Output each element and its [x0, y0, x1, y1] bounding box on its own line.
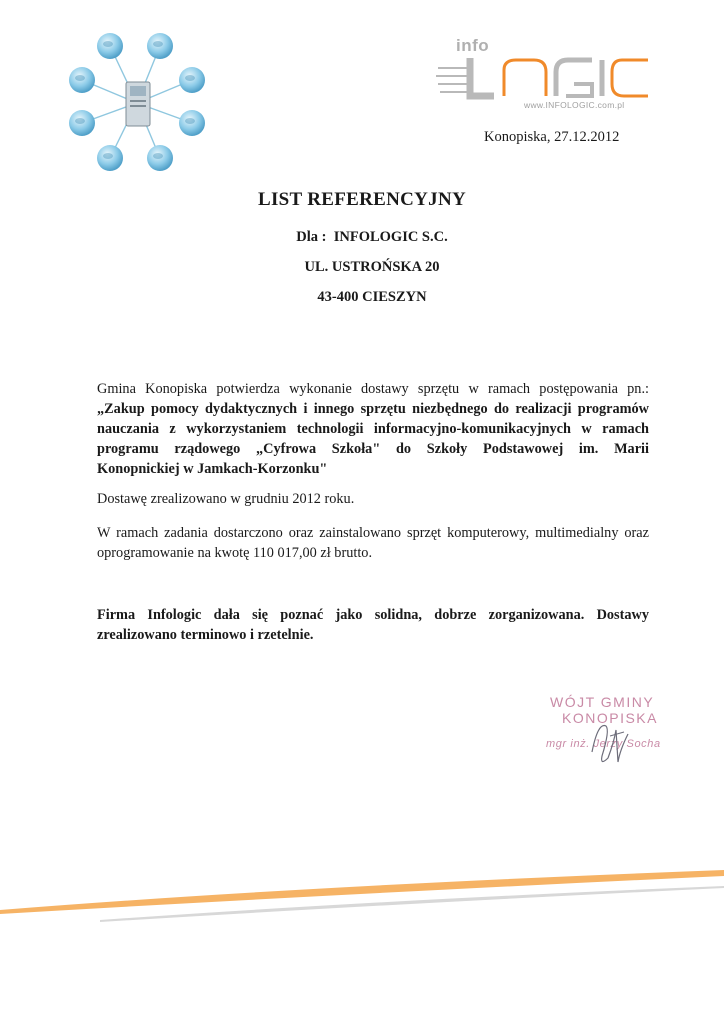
paragraph-line: oprogramowanie na kwotę 110 017,00 zł brutto.	[97, 545, 373, 561]
paragraph-line: zrealizowano terminowo i rzetelnie.	[97, 627, 314, 643]
paragraph-line: nauczania z wykorzystaniem technologii informacyjno-komunikacyjnych w ramach	[97, 421, 649, 437]
recipient-name: Dla : INFOLOGIC S.C.	[296, 229, 448, 245]
paragraph-line: Gmina Konopiska potwierdza wykonanie dostawy sprzętu w ramach postępowania pn.:	[97, 381, 649, 397]
stamp-municipality: KONOPISKA	[562, 710, 658, 726]
paragraph-scope	[97, 523, 649, 563]
infologic-logo	[434, 36, 656, 122]
recipient-street: UL. USTROŃSKA 20	[304, 259, 440, 275]
signature-icon	[580, 712, 640, 772]
place-date: Konopiska, 27.12.2012	[484, 129, 620, 145]
paragraph-recommendation	[97, 605, 649, 645]
logo-info-text: info	[456, 36, 490, 55]
paragraph-line: Firma Infologic dała się poznać jako solidna, dobrze zorganizowana. Dostawy	[97, 607, 649, 623]
decorative-swoosh	[0, 850, 724, 930]
recipient-city: 43-400 CIESZYN	[317, 289, 427, 305]
paragraph-delivery-date: Dostawę zrealizowano w grudniu 2012 roku.	[97, 491, 355, 507]
network-globe-icon	[62, 28, 212, 178]
paragraph-confirmation	[97, 379, 649, 479]
paragraph-line: Konopnickiej w Jamkach-Korzonku"	[97, 461, 328, 477]
logo-url: www.INFOLOGIC.com.pl	[524, 100, 625, 110]
paragraph-line: programu rządowego „Cyfrowa Szkoła" do Szkoły Podstawowej im. Marii	[97, 441, 649, 457]
stamp-official-name: mgr inż. Jerzy Socha	[546, 738, 661, 750]
paragraph-line: W ramach zadania dostarczono oraz zainstalowano sprzęt komputerowy, multimedialny oraz	[97, 525, 649, 541]
stamp-title: WÓJT GMINY	[550, 694, 655, 710]
letter-title: LIST REFERENCYJNY	[258, 189, 466, 210]
paragraph-line: „Zakup pomocy dydaktycznych i innego sprzętu niezbędnego do realizacji programów	[97, 401, 649, 417]
